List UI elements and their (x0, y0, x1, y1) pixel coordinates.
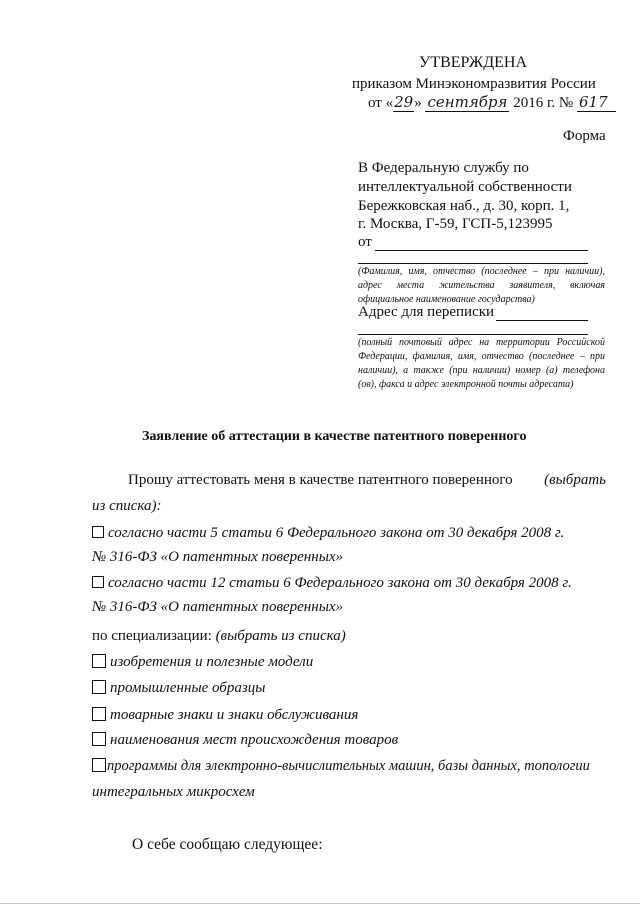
basis-option-1-line-1: согласно части 5 статьи 6 Федерального закона от 30 декабря 2008 г. (108, 525, 565, 541)
specialization-option-5[interactable] (92, 758, 590, 775)
applicant-fill-line[interactable] (358, 263, 588, 264)
request-choice-part-2: из списка): (92, 498, 162, 514)
request-text: Прошу аттестовать меня в качестве патентного поверенного (128, 472, 513, 488)
recipient-line-3: Бережковская наб., д. 30, корп. 1, (358, 198, 570, 214)
specialization-option-5-line-1: программы для электронно-вычислительных машин, базы данных, топологии (107, 758, 590, 774)
specialization-option-1-label: изобретения и полезные модели (110, 654, 314, 670)
basis-option-2-checkbox[interactable] (92, 576, 104, 588)
specialization-option-1[interactable] (92, 654, 313, 671)
recipient-line-4: г. Москва, Г-59, ГСП-5,123995 (358, 216, 553, 232)
specialization-option-4[interactable] (92, 732, 398, 749)
about-self-heading: О себе сообщаю следующее: (132, 836, 323, 853)
specialization-option-5-line-2: интегральных микросхем (92, 784, 255, 800)
date-mid: » (414, 95, 422, 111)
specialization-option-3-label: товарные знаки и знаки обслуживания (110, 707, 359, 723)
basis-option-1-checkbox[interactable] (92, 526, 104, 538)
order-number-handwritten: 617 (577, 93, 616, 112)
date-year-number: 2016 г. № (513, 95, 574, 111)
basis-option-1[interactable] (92, 525, 606, 542)
correspondence-fill-line-2[interactable] (358, 334, 588, 335)
request-choice-part-1: (выбрать (544, 472, 606, 488)
date-prefix: от « (368, 95, 394, 111)
basis-option-1-line-2: № 316-ФЗ «О патентных поверенных» (92, 549, 344, 565)
correspondence-label: Адрес для переписки (358, 304, 495, 320)
from-fill-line[interactable] (375, 250, 588, 251)
basis-option-2-line-1: согласно части 12 статьи 6 Федерального закона от 30 декабря 2008 г. (108, 575, 572, 591)
date-month-handwritten: сентября (427, 93, 508, 111)
specialization-option-2[interactable] (92, 680, 265, 697)
form-label: Форма (563, 128, 606, 144)
recipient-line-1: В Федеральную службу по (358, 160, 529, 176)
specialization-choice: (выбрать из списка) (215, 628, 346, 644)
specialization-label: по специализации: (92, 628, 212, 644)
approval-date-line (368, 93, 616, 112)
specialization-option-3[interactable] (92, 707, 358, 724)
specialization-option-1-checkbox[interactable] (92, 654, 106, 668)
from-label: от (358, 234, 372, 250)
specialization-option-4-checkbox[interactable] (92, 732, 106, 746)
correspondence-note: (полный почтовый адрес на территории Российской Федерации, фамилия, имя, отчество (последнее – при наличии), а также (при наличии) номер (а) телефона (ов), факса и адрес электронной почты адресата) (358, 337, 605, 390)
basis-option-2-line-2: № 316-ФЗ «О патентных поверенных» (92, 599, 344, 615)
specialization-option-2-checkbox[interactable] (92, 680, 106, 694)
specialization-option-3-checkbox[interactable] (92, 707, 106, 721)
date-day-handwritten: 29 (394, 93, 414, 111)
request-line-1 (128, 472, 606, 489)
basis-option-2[interactable] (92, 575, 572, 592)
specialization-line (92, 628, 346, 645)
approval-order-line: приказом Минэкономразвития России (352, 76, 596, 92)
applicant-note: (Фамилия, имя, отчество (последнее – при наличии), адрес места жительства заявителя, включая официальное наименование государства) (358, 266, 605, 305)
page-bottom-divider (0, 903, 640, 904)
specialization-option-5-checkbox[interactable] (92, 758, 106, 772)
recipient-line-2: интеллектуальной собственности (358, 179, 572, 195)
correspondence-fill-line[interactable] (496, 320, 588, 321)
specialization-option-4-label: наименования мест происхождения товаров (110, 732, 399, 748)
application-title: Заявление об аттестации в качестве патентного поверенного (142, 429, 527, 444)
specialization-option-2-label: промышленные образцы (110, 680, 266, 696)
approval-title: УТВЕРЖДЕНА (419, 54, 528, 71)
